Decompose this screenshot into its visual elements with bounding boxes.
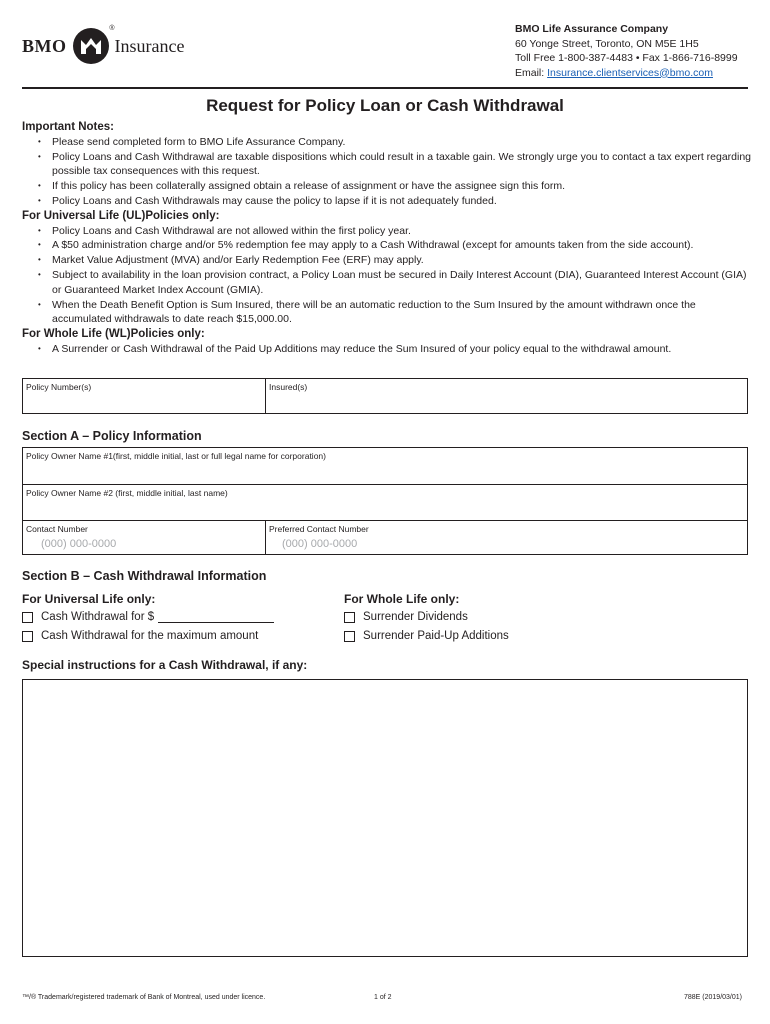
- list-item: • When the Death Benefit Option is Sum Insured, there will be an automatic reduction to the Sum Insured by the amount withdrawn once the accumulated withdrawals to date reach $15,000.00.: [52, 298, 752, 328]
- special-instructions-textarea[interactable]: [22, 679, 748, 957]
- footer-trademark: ™/® Trademark/registered trademark of Bank of Montreal, used under licence.: [22, 994, 266, 1001]
- company-address: 60 Yonge Street, Toronto, ON M5E 1H5: [515, 37, 699, 50]
- section-a-box: [22, 447, 748, 555]
- surrender-dividends-option[interactable]: [344, 611, 468, 623]
- footer-form-code: 788E (2019/03/01): [684, 994, 742, 1001]
- amount-blank-field[interactable]: [158, 611, 274, 623]
- header-divider: [22, 87, 748, 89]
- email-link[interactable]: Insurance.clientservices@bmo.com: [547, 66, 713, 79]
- surrender-dividends-label: Surrender Dividends: [363, 611, 468, 623]
- company-email-line: [515, 66, 738, 81]
- cash-withdrawal-amount-label: Cash Withdrawal for $: [41, 611, 155, 623]
- cash-withdrawal-max-label: Cash Withdrawal for the maximum amount: [41, 630, 259, 642]
- contact-number-field[interactable]: [23, 521, 265, 554]
- cash-withdrawal-max-option[interactable]: [22, 630, 258, 642]
- special-instructions-heading: Special instructions for a Cash Withdrawal, if any:: [22, 658, 308, 672]
- checkbox[interactable]: [22, 612, 33, 623]
- surrender-paid-up-label: Surrender Paid-Up Additions: [363, 630, 509, 642]
- checkbox[interactable]: [344, 612, 355, 623]
- company-contact-block: [515, 22, 738, 80]
- owner2-label: Policy Owner Name #2 (first, middle initial, last name): [26, 488, 228, 498]
- logo-bmo-text: BMO: [22, 35, 67, 56]
- company-name: BMO Life Assurance Company: [515, 23, 669, 35]
- insured-label: Insured(s): [269, 382, 308, 392]
- email-label: Email:: [515, 66, 548, 79]
- logo-insurance-text: Insurance: [114, 35, 185, 56]
- list-item: • Please send completed form to BMO Life Assurance Company.: [52, 135, 752, 150]
- policy-number-field[interactable]: [23, 379, 265, 413]
- important-notes-list: [22, 135, 752, 209]
- ul-only-heading: For Universal Life only:: [22, 592, 156, 606]
- important-notes-heading: Important Notes:: [22, 121, 114, 133]
- bmo-roundel-icon: [73, 25, 115, 64]
- contact-number-label: Contact Number: [26, 524, 88, 534]
- footer-page-number: 1 of 2: [374, 994, 392, 1001]
- insured-field[interactable]: [266, 379, 747, 413]
- checkbox[interactable]: [344, 631, 355, 642]
- owner2-field[interactable]: [23, 485, 747, 520]
- contact-number-placeholder: (000) 000-0000: [41, 538, 117, 550]
- cash-withdrawal-amount-option[interactable]: [22, 611, 274, 623]
- owner1-field[interactable]: [23, 448, 747, 484]
- preferred-contact-field[interactable]: [266, 521, 747, 554]
- checkbox[interactable]: [22, 631, 33, 642]
- list-item: • Market Value Adjustment (MVA) and/or Early Redemption Fee (ERF) may apply.: [52, 253, 752, 268]
- form-title: Request for Policy Loan or Cash Withdrawal: [206, 96, 564, 115]
- company-phones: Toll Free 1-800-387-4483 • Fax 1-866-716-8999: [515, 52, 738, 64]
- preferred-contact-label: Preferred Contact Number: [269, 524, 369, 534]
- wl-policies-list: [22, 342, 752, 357]
- wl-policies-heading: For Whole Life (WL)Policies only:: [22, 328, 205, 341]
- important-notes: [22, 120, 752, 357]
- bmo-insurance-logo: [22, 26, 184, 66]
- logo-registered-mark: ®: [109, 25, 115, 32]
- list-item: • If this policy has been collaterally assigned obtain a release of assignment or have the assignee sign this form.: [52, 179, 752, 194]
- policy-number-label: Policy Number(s): [26, 382, 92, 392]
- preferred-contact-placeholder: (000) 000-0000: [282, 538, 358, 550]
- ul-policies-list: [22, 224, 752, 328]
- list-item: • Subject to availability in the loan provision contract, a Policy Loan must be secured in Daily Interest Account (DIA), Guaranteed Interest Account (GIA) or Guaranteed Market Index Account (GMIA).: [52, 268, 752, 298]
- ul-policies-heading: For Universal Life (UL)Policies only:: [22, 209, 220, 222]
- owner1-label: Policy Owner Name #1(first, middle initial, last or full legal name for corporation): [26, 451, 326, 461]
- wl-only-heading: For Whole Life only:: [344, 592, 460, 606]
- surrender-paid-up-option[interactable]: [344, 630, 509, 642]
- list-item: • Policy Loans and Cash Withdrawal are not allowed within the first policy year.: [52, 224, 752, 239]
- policy-info-box: [22, 378, 748, 414]
- list-item: • A Surrender or Cash Withdrawal of the Paid Up Additions may reduce the Sum Insured of your policy equal to the withdrawal amount.: [52, 342, 752, 357]
- list-item: • A $50 administration charge and/or 5% redemption fee may apply to a Cash Withdrawal (except for amounts taken from the side account).: [52, 238, 752, 253]
- list-item: • Policy Loans and Cash Withdrawals may cause the policy to lapse if it is not adequately funded.: [52, 194, 752, 209]
- list-item: • Policy Loans and Cash Withdrawal are taxable dispositions which could result in a taxable gain. We strongly urge you to contact a tax expert regarding possible tax consequences with this request.: [52, 150, 752, 180]
- section-a-heading: Section A – Policy Information: [22, 429, 202, 443]
- section-b-heading: Section B – Cash Withdrawal Information: [22, 569, 267, 583]
